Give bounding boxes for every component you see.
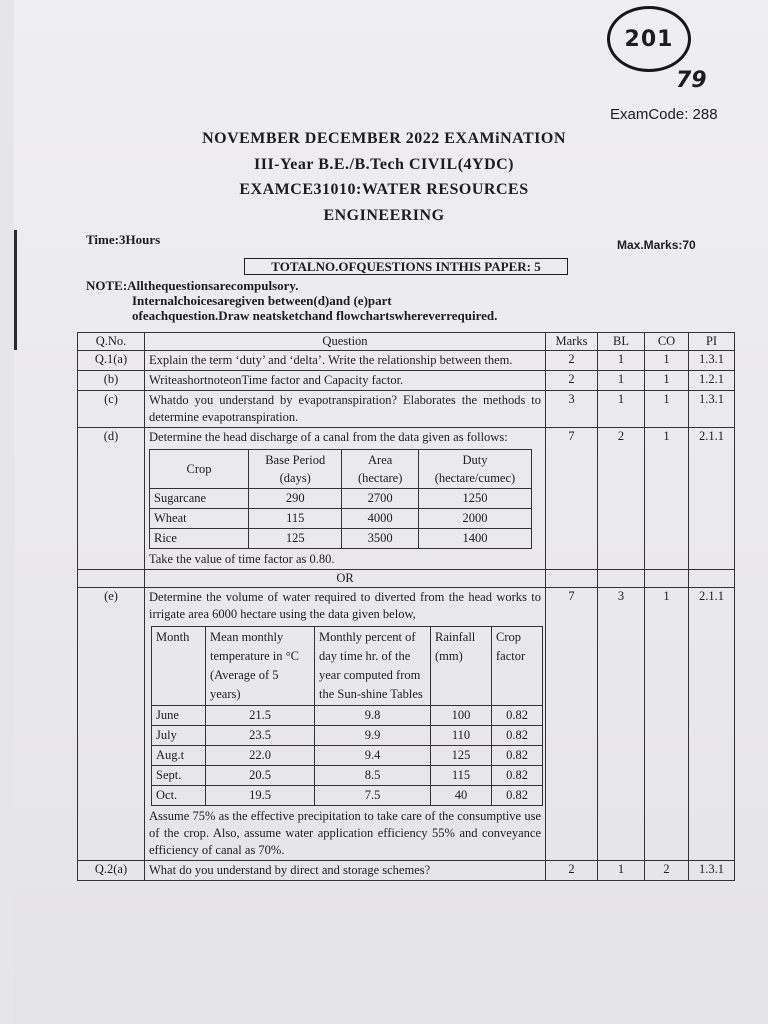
bl: 1 — [598, 351, 645, 371]
crop-header: Base Period (days) — [249, 450, 342, 489]
circled-handwritten-number: 201 — [607, 6, 691, 72]
max-marks: Max.Marks:70 — [617, 238, 696, 252]
climate-cell: 0.82 — [492, 706, 543, 726]
table-row — [78, 861, 735, 881]
question-number: (c) — [78, 391, 145, 428]
co: 1 — [645, 588, 689, 861]
subject-line: EXAMCE31010:WATER RESOURCES — [239, 181, 529, 198]
question-note: Take the value of time factor as 0.80. — [149, 552, 335, 566]
question-text: WriteashortnoteonTime factor and Capacity factor. — [145, 371, 546, 391]
crop-cell: 125 — [249, 529, 342, 549]
crop-cell: 290 — [249, 489, 342, 509]
crop-cell: 1400 — [418, 529, 531, 549]
or-row — [78, 570, 735, 588]
pi: 1.3.1 — [689, 391, 735, 428]
climate-cell: July — [152, 726, 206, 746]
question-text: What do you understand by direct and storage schemes? — [145, 861, 546, 881]
climate-cell: June — [152, 706, 206, 726]
climate-cell: 115 — [431, 766, 492, 786]
co: 1 — [645, 391, 689, 428]
header-bl: BL — [598, 333, 645, 351]
question-number: (d) — [78, 428, 145, 570]
question-text: Determine the volume of water required to diverted from the head works to irrigate area 6000 hectare using the data given below, — [149, 590, 541, 621]
header-qno: Q.No. — [78, 333, 145, 351]
crop-cell: Rice — [150, 529, 249, 549]
time-allowed: Time:3Hours — [86, 232, 161, 247]
marks: 3 — [546, 391, 598, 428]
instructions-note — [86, 278, 497, 323]
crop-cell: Wheat — [150, 509, 249, 529]
crop-cell: 2700 — [342, 489, 418, 509]
crop-cell: 4000 — [342, 509, 418, 529]
subject-line-cont: ENGINEERING — [323, 207, 445, 224]
crop-row — [150, 509, 532, 529]
climate-row — [152, 726, 543, 746]
marks: 2 — [546, 861, 598, 881]
climate-cell: 125 — [431, 746, 492, 766]
crop-header: Crop — [150, 450, 249, 489]
climate-cell: 0.82 — [492, 766, 543, 786]
bl: 3 — [598, 588, 645, 861]
page-edge-mark — [14, 230, 17, 350]
exam-code: ExamCode: 288 — [610, 106, 718, 123]
question-cell — [145, 428, 546, 570]
exam-title: NOVEMBER DECEMBER 2022 EXAMiNATION — [202, 130, 566, 147]
climate-cell: 21.5 — [206, 706, 315, 726]
co: 1 — [645, 428, 689, 570]
climate-row — [152, 746, 543, 766]
question-number: Q.1(a) — [78, 351, 145, 371]
marks: 7 — [546, 428, 598, 570]
climate-header: Mean monthly temperature in °C (Average of 5 years) — [206, 627, 315, 706]
bl: 2 — [598, 428, 645, 570]
handwritten-number: 79 — [676, 68, 707, 93]
table-row — [78, 371, 735, 391]
climate-cell: 9.4 — [315, 746, 431, 766]
table-row — [78, 391, 735, 428]
co: 2 — [645, 861, 689, 881]
header-marks: Marks — [546, 333, 598, 351]
crop-cell: 3500 — [342, 529, 418, 549]
crop-cell: Sugarcane — [150, 489, 249, 509]
crop-data-table — [149, 449, 532, 549]
table-row — [78, 351, 735, 371]
marks: 2 — [546, 371, 598, 391]
or-separator: OR — [145, 570, 546, 588]
climate-cell: 110 — [431, 726, 492, 746]
climate-cell: 8.5 — [315, 766, 431, 786]
question-text: Whatdo you understand by evapotranspiration? Elaborates the methods to determine evapotranspiration. — [145, 391, 546, 428]
note-line: ofeachquestion.Draw neatsketchand flowchartswhereverrequired. — [132, 308, 498, 323]
climate-header: Crop factor — [492, 627, 543, 706]
marks: 2 — [546, 351, 598, 371]
climate-data-table — [151, 626, 543, 806]
climate-cell: 0.82 — [492, 786, 543, 806]
crop-cell: 2000 — [418, 509, 531, 529]
pi: 1.3.1 — [689, 351, 735, 371]
climate-cell: 7.5 — [315, 786, 431, 806]
climate-cell: Oct. — [152, 786, 206, 806]
table-row — [78, 588, 735, 861]
header-question: Question — [145, 333, 546, 351]
climate-cell: 9.8 — [315, 706, 431, 726]
question-text: Determine the head discharge of a canal from the data given as follows: — [149, 430, 508, 444]
co: 1 — [645, 371, 689, 391]
climate-cell: 19.5 — [206, 786, 315, 806]
bl: 1 — [598, 371, 645, 391]
header-co: CO — [645, 333, 689, 351]
climate-cell: 100 — [431, 706, 492, 726]
marks: 7 — [546, 588, 598, 861]
climate-cell: 22.0 — [206, 746, 315, 766]
climate-cell: 23.5 — [206, 726, 315, 746]
question-number: (e) — [78, 588, 145, 861]
climate-cell: Sept. — [152, 766, 206, 786]
question-cell — [145, 588, 546, 861]
pi: 1.3.1 — [689, 861, 735, 881]
question-number: Q.2(a) — [78, 861, 145, 881]
note-line: Internalchoicesaregiven between(d)and (e)part — [132, 293, 392, 308]
crop-cell: 1250 — [418, 489, 531, 509]
climate-cell: 20.5 — [206, 766, 315, 786]
climate-row — [152, 706, 543, 726]
crop-header-row — [150, 450, 532, 489]
climate-row — [152, 766, 543, 786]
total-questions-box: TOTALNO.OFQUESTIONS INTHIS PAPER: 5 — [244, 258, 568, 275]
bl: 1 — [598, 861, 645, 881]
note-line: NOTE:Allthequestionsarecompulsory. — [86, 278, 299, 293]
header-pi: PI — [689, 333, 735, 351]
pi: 1.2.1 — [689, 371, 735, 391]
crop-header: Area (hectare) — [342, 450, 418, 489]
table-header-row — [78, 333, 735, 351]
table-row — [78, 428, 735, 570]
climate-header-row — [152, 627, 543, 706]
question-table — [77, 332, 735, 881]
crop-header: Duty (hectare/cumec) — [418, 450, 531, 489]
pi: 2.1.1 — [689, 588, 735, 861]
climate-cell: Aug.t — [152, 746, 206, 766]
pi: 2.1.1 — [689, 428, 735, 570]
course-line: III-Year B.E./B.Tech CIVIL(4YDC) — [253, 156, 515, 173]
question-number: (b) — [78, 371, 145, 391]
question-text: Explain the term ‘duty’ and ‘delta’. Write the relationship between them. — [145, 351, 546, 371]
climate-header: Month — [152, 627, 206, 706]
bl: 1 — [598, 391, 645, 428]
crop-cell: 115 — [249, 509, 342, 529]
climate-cell: 0.82 — [492, 746, 543, 766]
co: 1 — [645, 351, 689, 371]
climate-row — [152, 786, 543, 806]
climate-cell: 0.82 — [492, 726, 543, 746]
crop-row — [150, 529, 532, 549]
climate-header: Monthly percent of day time hr. of the year computed from the Sun-shine Tables — [315, 627, 431, 706]
crop-row — [150, 489, 532, 509]
climate-header: Rainfall (mm) — [431, 627, 492, 706]
question-note: Assume 75% as the effective precipitation to take care of the consumptive use of the crop. Also, assume water application efficiency 55% and conveyance efficiency of canal as 70%. — [149, 809, 541, 857]
climate-cell: 40 — [431, 786, 492, 806]
climate-cell: 9.9 — [315, 726, 431, 746]
